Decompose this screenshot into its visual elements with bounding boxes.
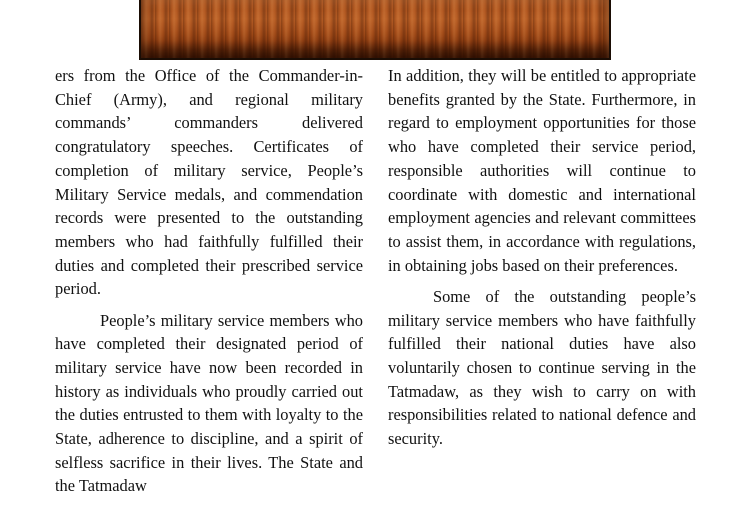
left-column xyxy=(55,64,363,506)
article-photo xyxy=(139,0,611,60)
right-paragraph-2: Some of the outstanding people’s military service members who have faithfully fulfilled their national duties have also voluntarily chosen to continue serving in the Tatmadaw, as they wish to carry on with responsibilities related to national defence and security. xyxy=(388,286,696,449)
right-column xyxy=(388,64,696,458)
right-paragraph-1: In addition, they will be entitled to appropriate benefits granted by the State. Furthermore, in regard to employment opportunities for those who have completed their service period, responsible authorities will continue to coordinate with domestic and international employment agencies and relevant committees to assist them, in accordance with regulations, in obtaining jobs based on their preferences. xyxy=(388,66,696,275)
left-paragraph-2: People’s military service members who have completed their designated period of military service have now been recorded in history as individuals who proudly carried out the duties entrusted to them with loyalty to the State, adherence to discipline, and a spirit of selfless sacrifice in their lives. The State and the Tatmadaw xyxy=(55,310,363,496)
left-paragraph-1: ers from the Office of the Commander-in-Chief (Army), and regional military commands’ commanders delivered congratulatory speeches. Certificates of completion of military service, People’s Military Service medals, and commendation records were presented to the outstanding members who had faithfully fulfilled their duties and completed their prescribed service period. xyxy=(55,66,363,299)
